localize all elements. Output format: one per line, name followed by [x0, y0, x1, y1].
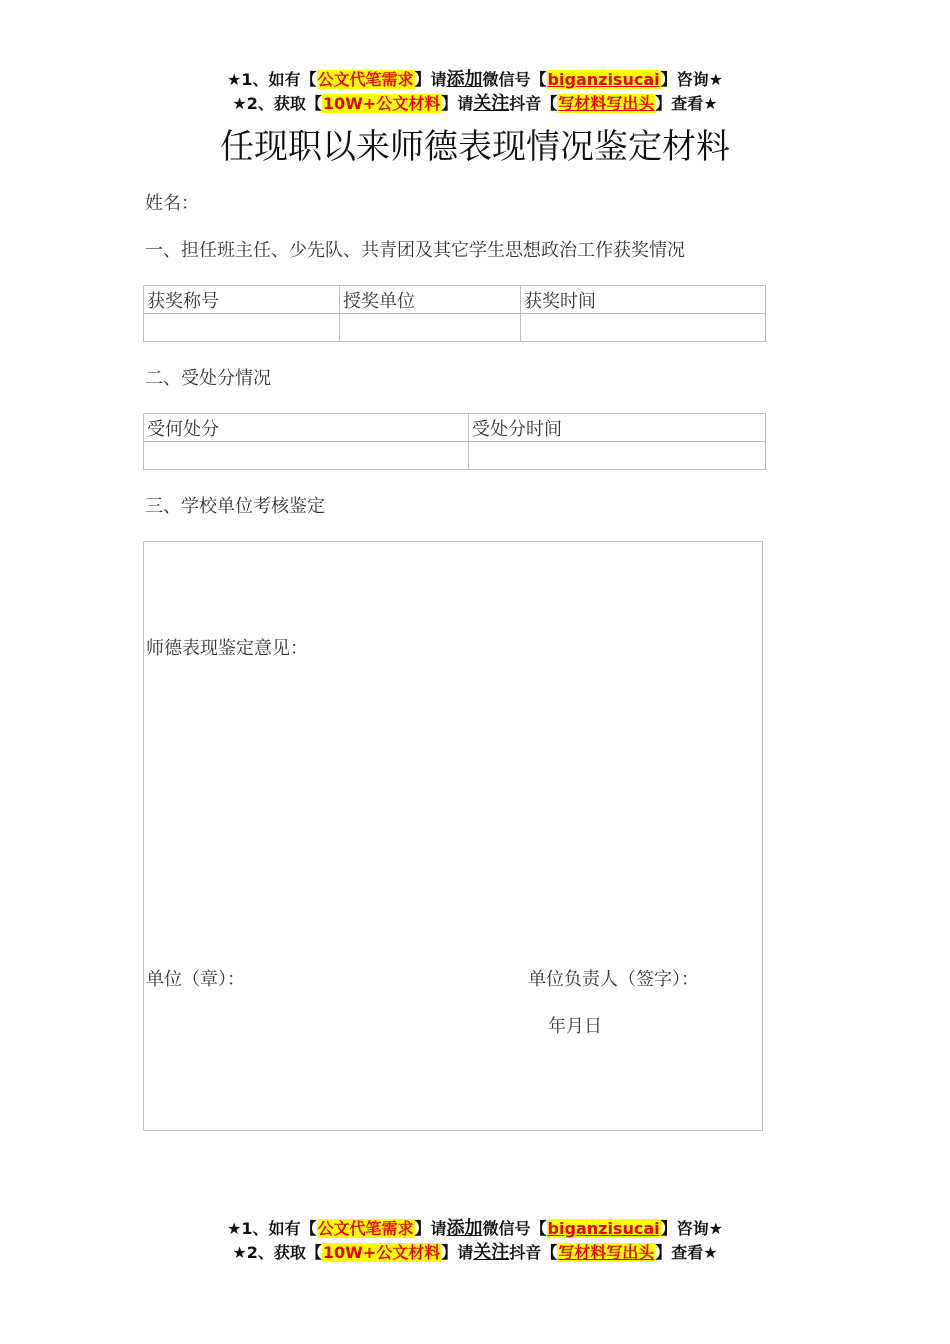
table-cell-empty[interactable]	[521, 314, 766, 342]
opinion-label: 师德表现鉴定意见：	[146, 638, 308, 659]
banner-highlight: biganzisucai	[547, 70, 660, 89]
banner-text: 微信号【	[482, 70, 547, 89]
banner-emphasis: 添加	[446, 1218, 483, 1239]
leader-signature-label: 单位负责人（签字）：	[528, 969, 699, 990]
banner-line-2	[0, 1241, 950, 1265]
banner-emphasis: 关注	[473, 93, 510, 114]
table-cell-empty[interactable]	[144, 314, 340, 342]
table-header-cell: 授奖单位	[340, 286, 521, 314]
header-banner	[0, 68, 950, 116]
banner-text: 】请	[414, 1219, 447, 1238]
banner-text: ★1、如有【	[227, 70, 317, 89]
table-header-row	[144, 286, 766, 314]
discipline-table	[143, 413, 766, 470]
footer-banner	[0, 1217, 950, 1265]
awards-table	[143, 285, 766, 342]
section-1-heading: 一、担任班主任、少先队、共青团及其它学生思想政治工作获奖情况	[145, 240, 685, 261]
banner-text: ★2、获取【	[232, 94, 322, 113]
banner-highlight: 10W+公文材料	[322, 1243, 441, 1262]
banner-text: 】查看★	[655, 94, 718, 113]
section-3-heading: 三、学校单位考核鉴定	[145, 496, 325, 517]
banner-line-2	[0, 92, 950, 116]
banner-highlight: 写材料写出头	[558, 1243, 655, 1262]
banner-highlight: 10W+公文材料	[322, 94, 441, 113]
banner-text: 】咨询★	[660, 70, 723, 89]
banner-text: ★2、获取【	[232, 1243, 322, 1262]
banner-text: 】咨询★	[660, 1219, 723, 1238]
banner-text: 】请	[441, 1243, 474, 1262]
name-label: 姓名：	[145, 193, 199, 214]
banner-text: 】查看★	[655, 1243, 718, 1262]
banner-text: 抖音【	[509, 94, 558, 113]
table-header-cell: 受何处分	[144, 414, 469, 442]
banner-highlight: 公文代笔需求	[317, 70, 414, 89]
table-row	[144, 442, 766, 470]
table-header-row	[144, 414, 766, 442]
evaluation-box	[143, 541, 763, 1131]
banner-line-1	[0, 68, 950, 92]
banner-emphasis: 添加	[446, 69, 483, 90]
banner-text: 抖音【	[509, 1243, 558, 1262]
date-label: 年月日	[548, 1016, 602, 1037]
banner-highlight: 写材料写出头	[558, 94, 655, 113]
table-cell-empty[interactable]	[144, 442, 469, 470]
banner-text: ★1、如有【	[227, 1219, 317, 1238]
banner-highlight: 公文代笔需求	[317, 1219, 414, 1238]
section-2-heading: 二、受处分情况	[145, 368, 271, 389]
banner-highlight: biganzisucai	[547, 1219, 660, 1238]
table-row	[144, 314, 766, 342]
table-header-cell: 获奖称号	[144, 286, 340, 314]
banner-line-1	[0, 1217, 950, 1241]
banner-emphasis: 关注	[473, 1242, 510, 1263]
banner-text: 微信号【	[482, 1219, 547, 1238]
table-header-cell: 获奖时间	[521, 286, 766, 314]
banner-text: 】请	[414, 70, 447, 89]
table-cell-empty[interactable]	[340, 314, 521, 342]
unit-seal-label: 单位（章）：	[146, 969, 245, 990]
table-header-cell: 受处分时间	[469, 414, 766, 442]
table-cell-empty[interactable]	[469, 442, 766, 470]
document-title: 任现职以来师德表现情况鉴定材料	[220, 127, 730, 167]
banner-text: 】请	[441, 94, 474, 113]
